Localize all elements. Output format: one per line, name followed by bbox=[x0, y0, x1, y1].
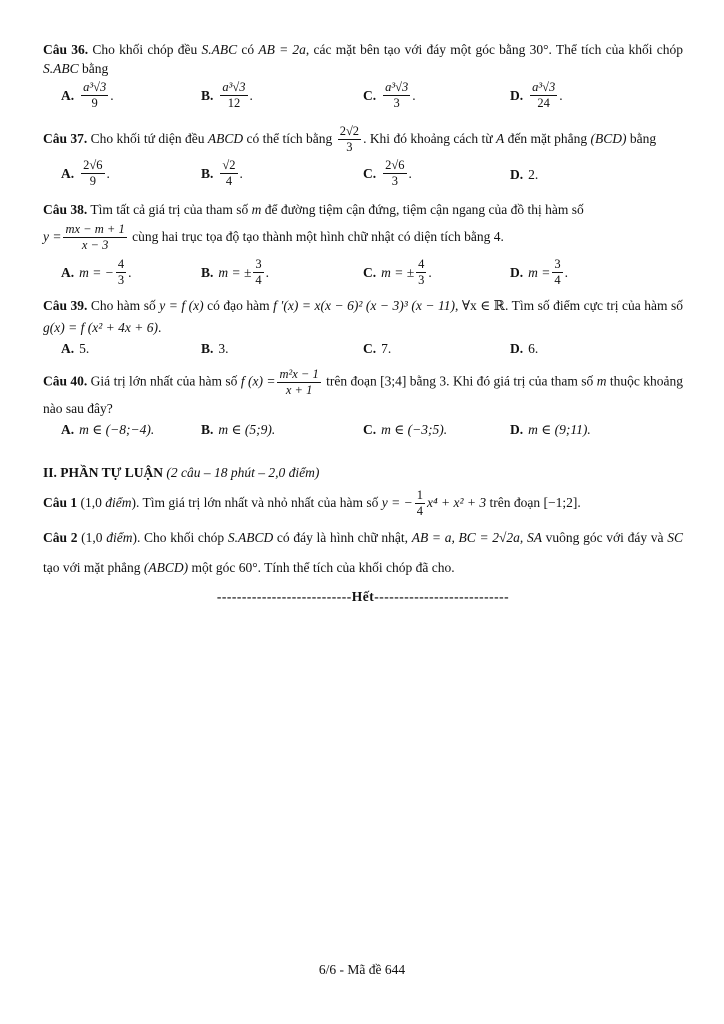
answer-options bbox=[43, 422, 683, 444]
option-a[interactable]: A. m ∈ (−8;−4). bbox=[61, 422, 155, 437]
option-d[interactable]: D. 6. bbox=[510, 341, 539, 356]
question-37: Câu 37. Cho khối tứ diện đều ABCD có thể tích bằng $\frac{2√2}{3}$ . Khi đó khoảng cách từ A đến mặt phẳng (BCD) bằng bbox=[43, 124, 657, 155]
option-d[interactable]: D. m = $\frac{3}{4}$ . bbox=[510, 257, 568, 287]
option-d[interactable]: D. 2. bbox=[510, 167, 539, 182]
option-a[interactable]: A. m = − $\frac{4}{3}$ . bbox=[61, 257, 132, 287]
exam-page bbox=[43, 40, 683, 605]
option-b[interactable]: B. $\frac{√2}{4}$ . bbox=[201, 158, 243, 188]
option-b[interactable]: B. m = ± $\frac{3}{4}$ . bbox=[201, 257, 270, 287]
question-40: Câu 40. Giá trị lớn nhất của hàm số f (x) = $\frac{\text{m²x − 1}}{x + 1}$ trên đoạn [3;4] bằng 3. Khi đó giá trị của tham số m thuộc khoảng nào sau đây? bbox=[43, 367, 683, 416]
question-38-formula: y = $\frac{mx - m + 1}{x - 3}$ cùng hai trục tọa độ tạo thành một hình chữ nhật có diện tích bằng 4. bbox=[43, 222, 504, 253]
option-c[interactable]: C. m ∈ (−3;5). bbox=[363, 422, 448, 437]
section-title: II. PHẦN TỰ LUẬN (2 câu – 18 phút – 2,0 điểm) bbox=[43, 465, 320, 480]
option-b[interactable]: B. $\frac{\text{a³√3}}{12}$ . bbox=[201, 80, 253, 110]
answer-options bbox=[43, 257, 683, 291]
option-d[interactable]: D. m ∈ (9;11). bbox=[510, 422, 591, 437]
answer-options bbox=[43, 158, 683, 196]
question-36: Câu 36. Cho khối chóp đều S.ABC có AB = 2a, các mặt bên tạo với đáy một góc bằng 30°. Thể tích của khối chóp S.ABC bằng bbox=[43, 42, 684, 76]
question-39: Câu 39. Cho hàm số y = f (x) có đạo hàm f ′(x) = x(x − 6)² (x − 3)³ (x − 11), ∀x ∈ ℝ. Tìm số điểm cực trị của hàm số g(x) = f (x² + 4x + 6). bbox=[43, 298, 683, 335]
option-b[interactable]: B. 3. bbox=[201, 341, 229, 356]
option-a[interactable]: A. 5. bbox=[61, 341, 90, 356]
option-c[interactable]: C. $\frac{2√6}{3}$ . bbox=[363, 158, 412, 188]
option-b[interactable]: B. m ∈ (5;9). bbox=[201, 422, 276, 437]
option-c[interactable]: C. 7. bbox=[363, 341, 392, 356]
answer-options bbox=[43, 80, 683, 118]
essay-question-2: Câu 2 (1,0 điểm). Cho khối chóp S.ABCD có đáy là hình chữ nhật, AB = a, BC = 2√2a, SA vuông góc với đáy và SC tạo với mặt phẳng (ABCD) một góc 60°. Tính thể tích của khối chóp đã cho. bbox=[43, 530, 684, 576]
option-a[interactable]: A. $\frac{\text{a³√3}}{9}$ . bbox=[61, 80, 114, 110]
question-label: Câu 36. bbox=[43, 42, 89, 57]
essay-question-1: Câu 1 (1,0 điểm). Tìm giá trị lớn nhất và nhỏ nhất của hàm số y = − $\frac{1}{4}$ x⁴ + x² + 3 trên đoạn [−1;2]. bbox=[43, 488, 581, 519]
answer-options bbox=[43, 341, 683, 363]
option-c[interactable]: C. m = ± $\frac{4}{3}$ . bbox=[363, 257, 432, 287]
option-c[interactable]: C. $\frac{\text{a³√3}}{3}$ . bbox=[363, 80, 416, 110]
page-footer: 6/6 - Mã đề 644 bbox=[318, 962, 406, 977]
end-marker: ---------------------------Hết--------------------------- bbox=[216, 589, 510, 605]
option-d[interactable]: D. $\frac{\text{a³√3}}{24}$ . bbox=[510, 80, 563, 110]
question-38: Câu 38. Tìm tất cả giá trị của tham số m để đường tiệm cận đứng, tiệm cận ngang của đồ thị hàm số bbox=[43, 202, 584, 217]
option-a[interactable]: A. $\frac{2√6}{9}$ . bbox=[61, 158, 110, 188]
